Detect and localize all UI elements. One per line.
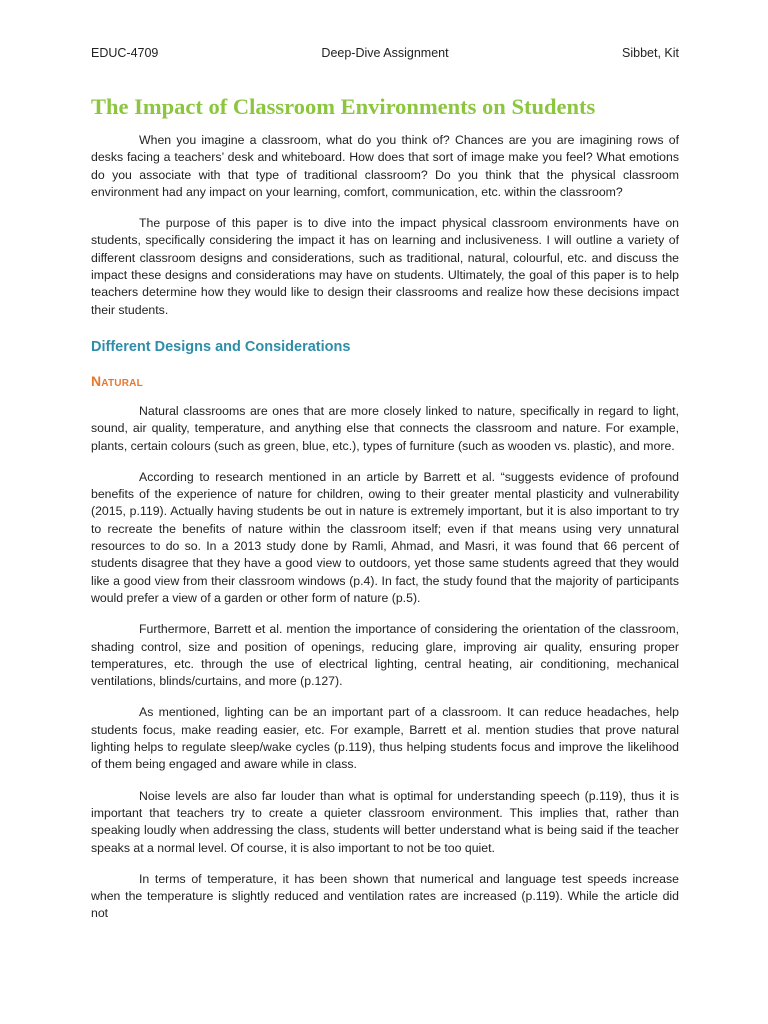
document-title: The Impact of Classroom Environments on Students [91, 94, 596, 119]
natural-paragraph-4: As mentioned, lighting can be an important part of a classroom. It can reduce headaches, help students focus, make reading easier, etc. For example, Barrett et al. mention studies that prove natural lighting helps to regulate sleep/wake cycles (p.119), thus helping students focus and improve the likelihood of them being engaged and aware while in class. [91, 705, 679, 772]
document-body [91, 92, 679, 937]
natural-paragraph-3: Furthermore, Barrett et al. mention the importance of considering the orientation of the classroom, shading control, size and position of openings, reducing glare, improving air quality, ensuring proper temperatures, etc. through the use of electrical lighting, central heating, air conditioning, mechanical ventilations, blinds/curtains, and more (p.127). [91, 622, 679, 689]
natural-paragraph-1: Natural classrooms are ones that are more closely linked to nature, specifically in regard to light, sound, air quality, temperature, and anything else that connects the classroom and nature. For example, plants, certain colours (such as green, blue, etc.), types of furniture (such as wooden vs. plastic), and more. [91, 403, 679, 453]
header-author: Sibbet, Kit [622, 46, 679, 60]
natural-paragraph-2: According to research mentioned in an article by Barrett et al. “suggests evidence of profound benefits of the experience of nature for children, owing to their greater mental plasticity and vulnerability (2015, p.119). Actually having students be out in nature is extremely important, but it is also important to try to recreate the benefits of nature within the classroom itself; even if that means using very unnatural resources to do so. In a 2013 study done by Ramli, Ahmad, and Masri, it was found that 66 percent of students disagree that they have a good view to outdoors, yet those same students agreed that they would like a good view from their classroom windows (p.4). In fact, the study found that the majority of participants would prefer a view of a garden or other form of nature (p.5). [91, 469, 679, 605]
intro-paragraph-2: The purpose of this paper is to dive into the impact physical classroom environments have on students, specifically considering the impact it has on learning and inclusiveness. I will outline a variety of different classroom designs and considerations, such as traditional, natural, colourful, etc. and discuss the impact these designs and considerations may have on students. Ultimately, the goal of this paper is to help teachers determine how they would like to design their classrooms and realize how these decisions impact their students. [91, 216, 679, 317]
page-header [91, 46, 679, 64]
intro-paragraph-1: When you imagine a classroom, what do you think of? Chances are you are imagining rows of desks facing a teachers’ desk and whiteboard. How does that sort of image make you feel? What emotions do you associate with that type of traditional classroom? Do you think that the physical classroom environment had any impact on your learning, comfort, communication, etc. within the classroom? [91, 133, 679, 199]
subsection-heading: Natural [91, 372, 143, 389]
natural-paragraph-6: In terms of temperature, it has been shown that numerical and language test speeds increase when the temperature is slightly reduced and ventilation rates are increased (p.119). While the article did not [91, 871, 679, 921]
section-heading: Different Designs and Considerations [91, 338, 351, 355]
natural-paragraph-5: Noise levels are also far louder than what is optimal for understanding speech (p.119), thus it is important that teachers try to create a quieter classroom environment. This implies that, rather than speaking loudly when addressing the class, students will better understand what is being said if the teacher speaks at a normal level. Of course, it is also important to not be too quiet. [91, 788, 679, 855]
header-course: EDUC-4709 [91, 46, 159, 60]
header-assignment: Deep-Dive Assignment [321, 46, 449, 60]
